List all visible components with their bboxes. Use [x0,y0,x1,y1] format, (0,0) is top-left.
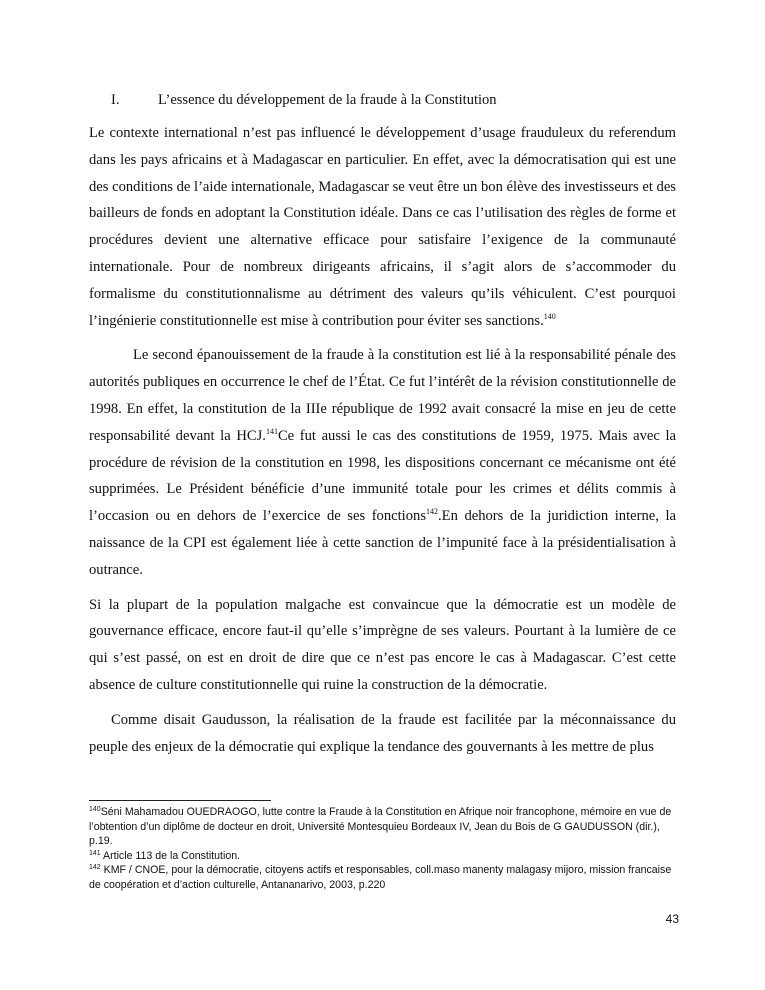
footnote-ref-141[interactable]: 141 [265,426,278,436]
paragraph-4 [89,707,676,761]
paragraph-1-text: Le contexte international n’est pas influencé le développement d’usage frauduleux du referendum dans les pays africains et à Madagascar en particulier. En effet, avec la démocratisation qui est une des conditions de l’aide internationale, Madagascar se veut être un bon élève des investisseurs et des bailleurs de fonds en adoptant la Constitution idéale. Dans ce cas l’utilisation des règles de forme et procédures devient une alternative efficace pour satisfaire l’exigence de la communauté internationale. Pour de nombreux dirigeants africains, il s’agit alors de s’accommoder du formalisme du constitutionnalisme au détriment des valeurs qu’ils véhiculent. C’est pourquoi l’ingénierie constitutionnelle est mise à contribution pour éviter ses sanctions. [89,125,676,329]
body-text [89,120,676,768]
footnote-separator [89,800,271,801]
footnote-ref-142[interactable]: 142 [426,507,439,517]
footnote-141 [89,849,679,864]
paragraph-1 [89,120,676,334]
footnote-text: Séni Mahamadou OUEDRAOGO, lutte contre la Fraude à la Constitution en Afrique noir francophone, mémoire en vue de l’obtention d’un diplôme de docteur en droit, Université Montesquieu Bordeaux IV, Jean du Bois de G GAUDUSSON (dir.), p.19. [89,806,672,847]
footnote-ref-140[interactable]: 140 [543,311,556,321]
footnote-number: 140 [89,806,101,813]
paragraph-2 [89,342,676,583]
paragraph-2-text-b: Ce fut aussi le cas des constitutions de 1959, 1975. Mais avec la procédure de révision de la constitution en 1998, les dispositions concernant ce mécanisme ont été supprimées. Le Président bénéficie d’une immunité totale pour les crimes et délits commis à l’occasion ou en dehors de l’exercice de ses fonctions [89,427,676,525]
footnote-number: 141 [89,849,101,857]
footnote-text: KMF / CNOE, pour la démocratie, citoyens actifs et responsables, coll.maso manenty malagasy mijoro, mission francaise de coopération et d’action culturelle, Antananarivo, 2003, p.220 [89,864,672,891]
page-number: 43 [665,912,679,926]
paragraph-3 [89,592,676,699]
section-number: I. [111,92,120,108]
footnote-text: Article 113 de la Constitution. [100,849,241,862]
footnote-142 [89,863,679,892]
footnote-number: 142 [89,864,101,871]
footnotes [89,805,679,892]
paragraph-2-text-c: .En dehors de la juridiction interne, la naissance de la CPI est également liée à cette sanction de l’impunité face à la présidentialisation à outrance. [89,508,676,578]
section-title: L’essence du développement de la fraude à la Constitution [158,92,497,108]
paragraph-2-text-a: Le second épanouissement de la fraude à la constitution est lié à la responsabilité pénale des autorités publiques en occurrence le chef de l’État. Ce fut l’intérêt de la révision constitutionnelle de 1998. En effet, la constitution de la IIIe république de 1992 avait consacré la mise en jeu de cette responsabilité devant la HCJ. [89,347,676,444]
paragraph-3-text: Si la plupart de la population malgache est convaincue que la démocratie est un modèle de gouvernance efficace, encore faut-il qu’elle s’imprègne de ses valeurs. Pourtant à la lumière de ce qui s’est passé, on est en droit de dire que ce n’est pas encore le cas à Madagascar. C’est cette absence de culture constitutionnelle qui ruine la construction de la démocratie. [89,596,676,693]
paragraph-4-text: Comme disait Gaudusson, la réalisation de la fraude est facilitée par la méconnaissance du peuple des enjeux de la démocratie qui explique la tendance des gouvernants à les mettre de plus [89,711,676,755]
footnote-140 [89,805,679,849]
section-heading [111,90,497,110]
